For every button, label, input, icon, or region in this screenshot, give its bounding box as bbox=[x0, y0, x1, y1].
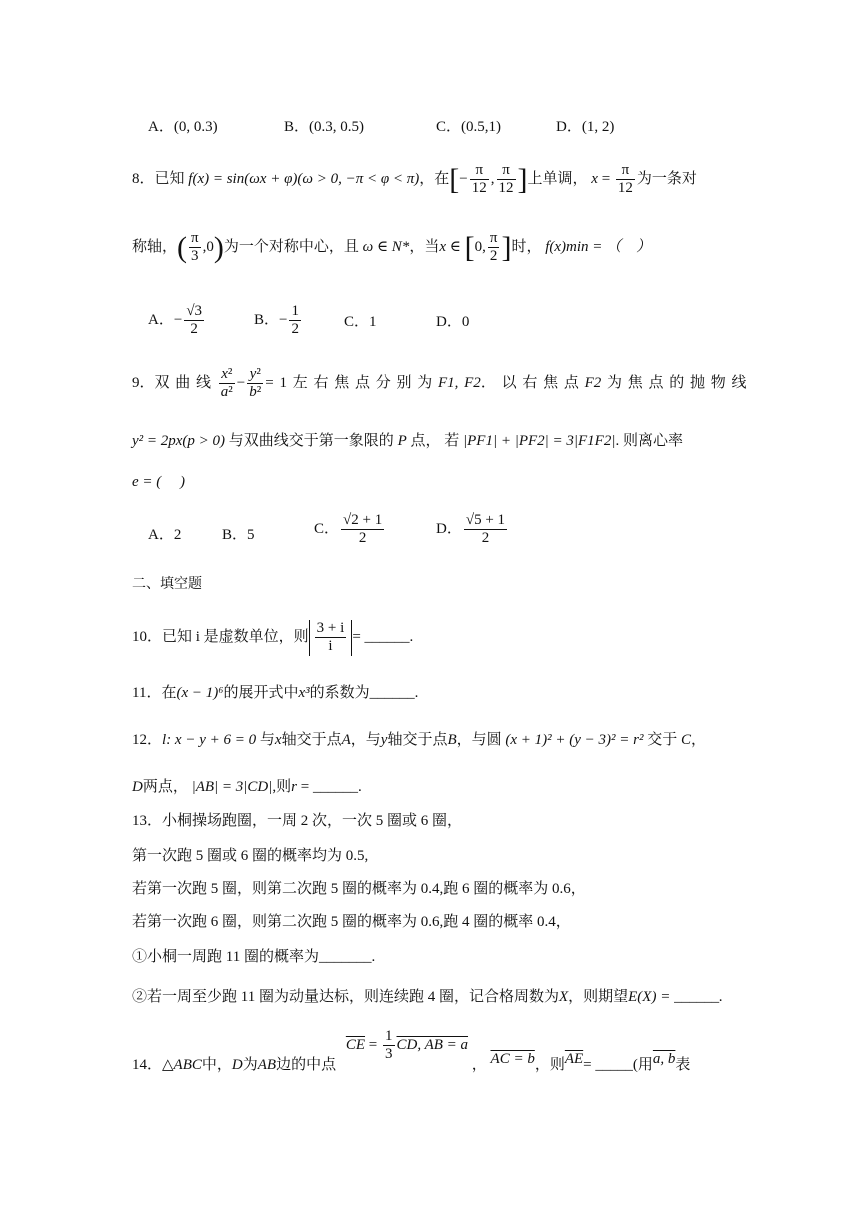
q12-line-2: D两点， |AB| = 3|CD|,则r = ______. bbox=[132, 779, 362, 795]
q9-option-b: B．5 bbox=[222, 527, 255, 543]
q9-line-3: e = ( ) bbox=[132, 474, 186, 490]
q8-option-d: D．0 bbox=[436, 314, 470, 330]
q7-option-d: D．(1, 2) bbox=[556, 119, 615, 135]
q8-option-a: A．− $\frac{√3}{2}$ bbox=[148, 303, 203, 338]
q9-line-1: 9．双 曲 线 $\frac{\text{x²}}{\text{a²}}$ − $\frac{\text{y²}}{\text{b²}}$ = 1 左 右 焦 点 分 别 为 F1, F2． 以 右 焦 点 F2 为 焦 点 的 抛 物 线 bbox=[132, 366, 747, 401]
q13-line-3: 若第一次跑 5 圈，则第二次跑 5 圈的概率为 0.4,跑 6 圈的概率为 0.6， bbox=[132, 881, 586, 897]
q9-option-a: A．2 bbox=[148, 527, 182, 543]
q9-line-2: y² = 2px(p > 0) 与双曲线交于第一象限的 P 点， 若 |PF1| + |PF2| = 3|F1F2|. 则离心率 bbox=[132, 433, 683, 449]
q13-line-1: 13．小桐操场跑圈，一周 2 次，一次 5 圈或 6 圈， bbox=[132, 813, 463, 829]
q10: 10．已知 i 是虚数单位，则 $\frac{3 + i}{i}$ = ______. bbox=[132, 620, 414, 655]
q8-line-1: 8．已知 f(x) = sin(ωx + φ)(ω > 0, −π < φ < π)，在[− $\frac{\pi}{12}$ , $\frac{\pi}{12}$ ]上单调， x = $\frac{\pi}{12}$ 为一条对 bbox=[132, 162, 697, 197]
q13-line-6: ②若一周至少跑 11 圈为动量达标，则连续跑 4 圈，记合格周数为X，则期望E(X) = ______. bbox=[132, 989, 723, 1005]
q8-function: f(x) = sin(ωx + φ)(ω > 0, −π < φ < π) bbox=[188, 171, 420, 188]
q7-option-b: B．(0.3, 0.5) bbox=[284, 119, 365, 135]
q14: 14．△ABC中，D为AB边的中点 $\overline{CE}$ = $\frac{1}{3}$ CD, AB = a ， AC = b，则$\overline{AE}=$ _____(用a, b表 bbox=[132, 1028, 691, 1073]
q11: 11．在(x − 1)⁶的展开式中x³的系数为______. bbox=[132, 685, 419, 701]
q12-line-1: 12．l: x − y + 6 = 0 与x轴交于点A，与y轴交于点B，与圆 (x + 1)² + (y − 3)² = r² 交于 C， bbox=[132, 732, 707, 748]
q13-line-5: ①小桐一周跑 11 圈的概率为_______. bbox=[132, 949, 376, 965]
q13-line-2: 第一次跑 5 圈或 6 圈的概率均为 0.5, bbox=[132, 848, 369, 864]
q8-option-b: B．− $\frac{1}{2}$ bbox=[254, 303, 299, 338]
q9-option-c: C． $\frac{√2 + 1}{2}$ bbox=[314, 512, 383, 547]
q7-option-c: C．(0.5,1) bbox=[436, 119, 502, 135]
q8-line-2: 称轴，( $\frac{\pi}{3}$ ,0)为一个对称中心，且 ω ∈ N*，当x ∈ [0, $\frac{\pi}{2}$ ]时， f(x)min = （ ） bbox=[132, 230, 652, 265]
q9-option-d: D． $\frac{√5 + 1}{2}$ bbox=[436, 512, 506, 547]
q13-line-4: 若第一次跑 6 圈，则第二次跑 5 圈的概率为 0.6,跑 4 圈的概率 0.4， bbox=[132, 914, 571, 930]
q8-option-c: C．1 bbox=[344, 314, 377, 330]
q7-option-a: A．(0, 0.3) bbox=[148, 119, 218, 135]
section-title-fill-blank: 二、填空题 bbox=[132, 576, 202, 592]
